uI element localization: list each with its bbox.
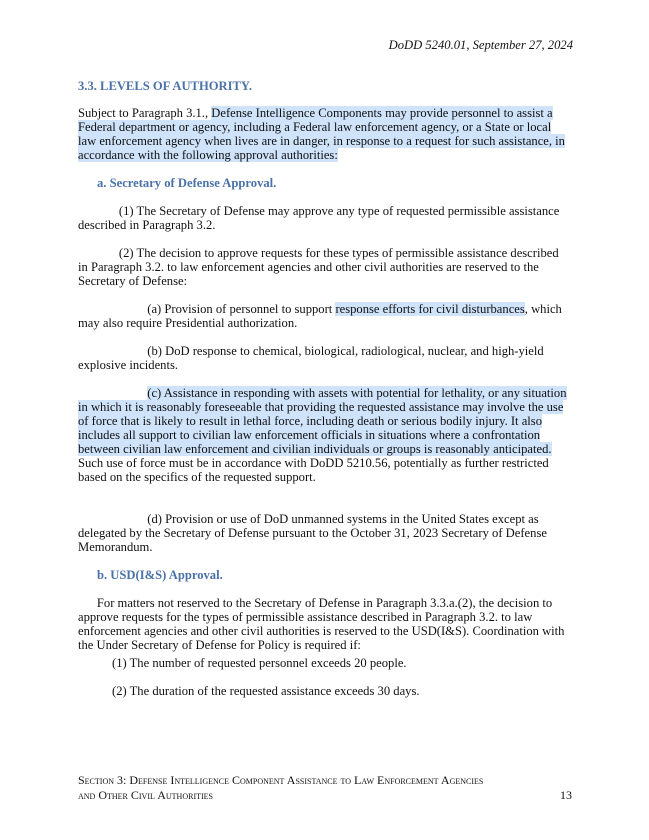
- text-line: [78, 512, 578, 526]
- text-segment[interactable]: [78, 386, 147, 400]
- text-line: [78, 414, 578, 428]
- text-line: [97, 176, 597, 190]
- page-footer: [78, 773, 572, 803]
- text-segment[interactable]: in Paragraph 3.2. to law enforcement agencies and other civil authorities are reserved to the: [78, 260, 539, 274]
- text-line: [78, 246, 578, 260]
- text-segment[interactable]: may also require Presidential authorization.: [78, 316, 298, 330]
- text-line: [78, 540, 578, 554]
- text-segment[interactable]: based on the specifics of the requested support.: [78, 470, 316, 484]
- text-segment[interactable]: (b) DoD response to chemical, biological, radiological, nuclear, and high-yield: [78, 344, 544, 358]
- text-line: [78, 302, 578, 316]
- text-segment[interactable]: delegated by the Secretary of Defense pursuant to the October 31, 2023 Secretary of Defense: [78, 526, 547, 540]
- text-segment[interactable]: , which: [524, 302, 562, 316]
- para-a2b: [78, 344, 578, 372]
- text-line: [78, 148, 578, 162]
- text-line: [78, 456, 578, 470]
- highlighted-text[interactable]: between civilian law enforcement and civilian individuals or groups is reasonably anticipated.: [78, 442, 552, 456]
- heading-b: [97, 568, 597, 582]
- para-a1: [78, 204, 578, 232]
- text-segment[interactable]: 3.3. LEVELS OF AUTHORITY.: [78, 79, 253, 93]
- text-segment[interactable]: enforcement agencies and other civil authorities is reserved to the USD(I&S). Coordination with: [78, 624, 565, 638]
- highlighted-text[interactable]: includes all support to civilian law enforcement officials in situations where a confrontation: [78, 428, 541, 442]
- text-line: [78, 344, 578, 358]
- footer-section-title: Section 3: Defense Intelligence Component Assistance to Law Enforcement Agencies: [78, 773, 484, 787]
- text-segment[interactable]: the Under Secretary of Defense for Policy is required if:: [78, 638, 361, 652]
- text-line: [112, 656, 612, 670]
- text-line: [97, 568, 597, 582]
- text-segment[interactable]: (2) The duration of the requested assistance exceeds 30 days.: [112, 684, 420, 698]
- para-b: [78, 596, 578, 652]
- para-a2: [78, 246, 578, 288]
- text-segment[interactable]: approve requests for the types of permissible assistance described in Paragraph 3.2. to law: [78, 610, 533, 624]
- highlighted-text[interactable]: law enforcement agency when lives are in danger, in response to a request for such assistance, in: [78, 134, 565, 148]
- page-number: 13: [560, 788, 572, 802]
- text-line: [78, 274, 578, 288]
- text-line: [78, 316, 578, 330]
- para-b1: [112, 656, 612, 670]
- highlighted-text[interactable]: Federal department or agency, including a Federal law enforcement agency, or a State or local: [78, 120, 552, 134]
- text-line: [78, 386, 578, 400]
- para-a2a: [78, 302, 578, 330]
- highlighted-text[interactable]: of force that is likely to result in lethal force, including death or serious bodily injury. It also: [78, 414, 542, 428]
- text-line: [78, 596, 578, 610]
- para-a2d: [78, 512, 578, 554]
- text-line: [78, 442, 578, 456]
- highlighted-text[interactable]: Defense Intelligence Components may provide personnel to assist a: [211, 106, 553, 120]
- text-line: [78, 134, 578, 148]
- text-segment[interactable]: Subject to Paragraph 3.1.,: [78, 106, 212, 120]
- text-line: [78, 470, 578, 484]
- text-line: [78, 610, 578, 624]
- text-line: [78, 624, 578, 638]
- text-segment[interactable]: explosive incidents.: [78, 358, 179, 372]
- text-segment[interactable]: a. Secretary of Defense Approval.: [97, 176, 277, 190]
- text-segment[interactable]: (2) The decision to approve requests for these types of permissible assistance described: [78, 246, 559, 260]
- heading-a: [97, 176, 597, 190]
- text-line: [78, 428, 578, 442]
- text-segment[interactable]: For matters not reserved to the Secretary of Defense in Paragraph 3.3.a.(2), the decision to: [78, 596, 553, 610]
- section-heading: [78, 79, 578, 93]
- text-segment[interactable]: b. USD(I&S) Approval.: [97, 568, 223, 582]
- text-line: [78, 358, 578, 372]
- document-reference-header: DoDD 5240.01, September 27, 2024: [388, 38, 573, 52]
- text-segment[interactable]: (1) The Secretary of Defense may approve any type of requested permissible assistance: [78, 204, 560, 218]
- text-segment[interactable]: Memorandum.: [78, 540, 153, 554]
- highlighted-text[interactable]: (c) Assistance in responding with assets with potential for lethality, or any situation: [147, 386, 567, 400]
- text-line: [78, 638, 578, 652]
- text-segment[interactable]: Secretary of Defense:: [78, 274, 188, 288]
- text-segment[interactable]: described in Paragraph 3.2.: [78, 218, 216, 232]
- text-line: [78, 79, 578, 93]
- text-line: [78, 218, 578, 232]
- text-line: [78, 526, 578, 540]
- text-line: [78, 400, 578, 414]
- text-line: [112, 684, 612, 698]
- text-line: [78, 106, 578, 120]
- para-b2: [112, 684, 612, 698]
- highlighted-text[interactable]: in which it is reasonably foreseeable that providing the requested assistance may involve the use: [78, 400, 564, 414]
- text-line: [78, 204, 578, 218]
- text-segment[interactable]: Such use of force must be in accordance with DoDD 5210.56, potentially as further restricted: [78, 456, 549, 470]
- highlighted-text[interactable]: response efforts for civil disturbances: [335, 302, 525, 316]
- text-line: [78, 120, 578, 134]
- text-segment[interactable]: (d) Provision or use of DoD unmanned systems in the United States except as: [78, 512, 539, 526]
- highlighted-text[interactable]: accordance with the following approval authorities:: [78, 148, 338, 162]
- text-segment[interactable]: (a) Provision of personnel to support: [78, 302, 336, 316]
- intro-paragraph: [78, 106, 578, 162]
- text-segment[interactable]: (1) The number of requested personnel exceeds 20 people.: [112, 656, 407, 670]
- text-line: [78, 260, 578, 274]
- footer-section-title-cont: and Other Civil Authorities: [78, 788, 213, 802]
- para-a2c: [78, 386, 578, 484]
